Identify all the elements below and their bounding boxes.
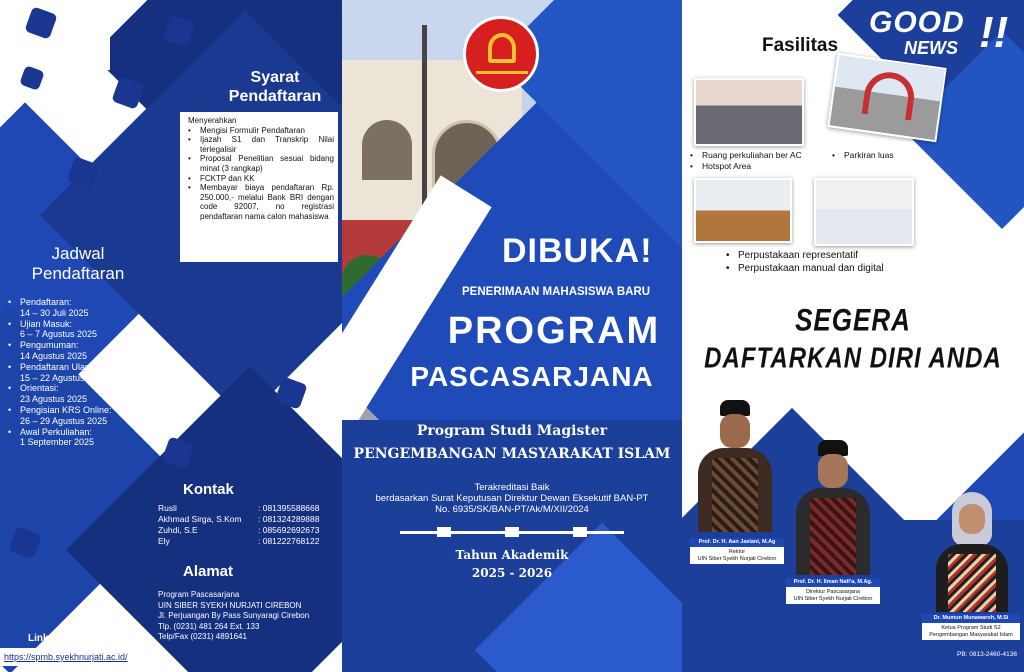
jadwal-label: • Awal Perkuliahan: (20, 426, 92, 437)
registration-link[interactable]: https://spmb.syekhnurjati.ac.id/ (4, 652, 128, 662)
person-institution: UIN Siber Syekh Nurjati Cirebon (793, 596, 873, 602)
divider-dot (573, 527, 587, 537)
jadwal-title-line2: Pendaftaran (31, 264, 125, 283)
jadwal-date: 15 – 22 Agustus (20, 372, 85, 383)
fasilitas-list-c (726, 250, 966, 275)
decor-bar (0, 0, 110, 70)
link-title: Link Pendaftaran (28, 633, 110, 644)
person-role: Rektor (728, 549, 746, 555)
kontak-phone: : 081222768122 (258, 536, 320, 546)
tahun-value: 2025 - 2026 (471, 566, 553, 580)
jadwal-title-line1: Jadwal (51, 244, 105, 263)
jadwal-date: 14 Agustus 2025 (20, 350, 88, 361)
syarat-title-line2: Pendaftaran (228, 88, 322, 105)
jadwal-title (8, 244, 148, 284)
namecard-direktur (786, 578, 880, 604)
jadwal-item (8, 340, 218, 362)
alamat-line: Tlp. (0231) 481 264 Ext. 133 (158, 621, 260, 631)
parking-photo (827, 53, 946, 143)
center-panel (342, 0, 682, 672)
syarat-item: • Mengisi Formulir Pendaftaran (188, 126, 334, 136)
tahun-label: Tahun Akademik (455, 548, 569, 562)
fasilitas-item: • Ruang perkuliahan ber AC (690, 150, 830, 161)
jadwal-list (8, 297, 218, 448)
kontak-name: Zuhdi, S.E (158, 525, 198, 535)
syarat-item: • Proposal Penelitian sesuai bidang minat (3 rangkap) (188, 154, 334, 173)
right-panel (682, 0, 1024, 672)
program-line1: PROGRAM (447, 310, 661, 352)
badge-line2: NEWS (904, 38, 958, 58)
fasilitas-item: • Perpustakaan manual dan digital (726, 263, 966, 276)
library-desk-photo (814, 178, 914, 246)
kontak-phone: : 081395588668 (258, 503, 320, 513)
portrait-kaprodi (932, 492, 1012, 612)
syarat-body (188, 116, 334, 222)
syarat-item: • Membayar biaya pendaftaran Rp. 250.000,- melalui Bank BRI dengan code 92007, no registrasi pendaftaran nama calon mahasiswa (188, 183, 334, 221)
cta-line2: DAFTARKAN DIRI ANDA (704, 342, 1002, 375)
jadwal-item (8, 383, 218, 405)
fasilitas-title: Fasilitas (762, 35, 839, 56)
akreditasi (342, 482, 682, 515)
fasilitas-item: • Hotspot Area (690, 161, 830, 172)
classroom-photo (694, 78, 804, 146)
portrait-rektor (694, 400, 776, 532)
akreditasi-line3: No. 6935/SK/BAN-PT/Ak/M/XII/2024 (435, 504, 589, 515)
jadwal-label: • Pendaftaran Ulang & Pembayaran UKT: (20, 361, 180, 372)
library-photo (694, 178, 792, 243)
syarat-title (215, 68, 335, 106)
kontak-name: Rusli (158, 503, 177, 513)
good-news-badge (869, 6, 1019, 64)
jadwal-item (8, 362, 218, 384)
footer-phone: PB: 0813-2460-4136 (957, 651, 1017, 658)
kontak-title: Kontak (183, 481, 234, 498)
jadwal-date: 23 Agustus 2025 (20, 394, 88, 405)
jadwal-label: • Pendaftaran: (20, 297, 72, 307)
namecard-rektor (690, 538, 784, 564)
person-institution: Pengembangan Masyarakat Islam (929, 632, 1013, 638)
prodi-line2: PENGEMBANGAN MASYARAKAT ISLAM (353, 446, 671, 462)
jadwal-label: • Ujian Masuk: (20, 318, 73, 329)
jadwal-label: • Pengumuman: (20, 340, 79, 351)
badge-mark: !! (979, 8, 1009, 57)
syarat-item: • Ijazah S1 dan Transkrip Nilai terlegalisir (188, 135, 334, 154)
kontak-row (158, 536, 338, 547)
university-logo (463, 16, 539, 92)
jadwal-item (8, 297, 218, 319)
kontak-row (158, 503, 338, 514)
program-line2: PASCASARJANA (410, 361, 654, 392)
kontak-name: Ely (158, 536, 170, 546)
portrait-direktur (792, 440, 874, 575)
jadwal-item (8, 427, 218, 449)
person-institution: UIN Siber Syekh Nurjati Cirebon (697, 556, 777, 562)
kontak-table (158, 503, 338, 547)
syarat-title-line1: Syarat (250, 69, 300, 86)
kontak-phone: : 085692692673 (258, 525, 320, 535)
jadwal-label: • Orientasi: (20, 383, 59, 394)
alamat-line: UIN SIBER SYEKH NURJATI CIREBON (158, 600, 302, 610)
jadwal-date: 26 – 29 Agustus 2025 (20, 415, 108, 426)
alamat-line: Program Pascasarjana (158, 590, 240, 599)
fasilitas-list-b (832, 150, 952, 161)
jadwal-date: 6 – 7 Agustus 2025 (20, 329, 98, 340)
syarat-intro: Menyerahkan (188, 116, 237, 125)
jadwal-date: 1 September 2025 (20, 437, 95, 448)
person-role: Ketua Program Studi S2 (941, 625, 1001, 631)
fasilitas-item: • Perpustakaan representatif (726, 250, 966, 263)
person-name: Prof. Dr. H. Ilman Nafi'a, M.Ag. (786, 578, 880, 587)
alamat-line: Telp/Fax (0231) 4891641 (158, 632, 247, 641)
subhead: PENERIMAAN MAHASISWA BARU (462, 286, 651, 298)
left-panel (0, 0, 342, 672)
alamat-line: Jl. Perjuangan By Pass Sunyaragi Cirebon (158, 611, 310, 620)
jadwal-date: 14 – 30 Juli 2025 (20, 307, 89, 318)
cta-line1: SEGERA (795, 301, 911, 338)
person-role: Direktur Pascasarjana (805, 589, 861, 595)
headline: DIBUKA! (502, 232, 653, 270)
fasilitas-list-a (690, 150, 830, 171)
jadwal-item (8, 319, 218, 341)
akreditasi-line1: Terakreditasi Baik (474, 482, 550, 493)
kontak-row (158, 525, 338, 536)
namecard-kaprodi (922, 614, 1020, 640)
prodi-line1: Program Studi Magister (416, 423, 608, 439)
jadwal-item (8, 405, 218, 427)
kontak-name: Akhmad Sirga, S.Kom (158, 514, 242, 524)
badge-line1: GOOD (869, 6, 965, 39)
alamat-lines (158, 590, 338, 643)
divider-dot (505, 527, 519, 537)
divider-dot (437, 527, 451, 537)
person-name: Prof. Dr. H. Aan Jaelani, M.Ag (690, 538, 784, 547)
jadwal-label: • Pengisian KRS Online: (20, 404, 112, 415)
person-name: Dr. Mumun Munawaroh, M.Si (922, 614, 1020, 623)
syarat-item: • FCKTP dan KK (188, 174, 334, 184)
alamat-title: Alamat (183, 563, 234, 580)
kontak-phone: : 081324289888 (258, 514, 320, 524)
kontak-row (158, 514, 338, 525)
akreditasi-line2: berdasarkan Surat Keputusan Direktur Dewan Eksekutif BAN-PT (375, 493, 649, 504)
fasilitas-item: • Parkiran luas (832, 150, 952, 161)
